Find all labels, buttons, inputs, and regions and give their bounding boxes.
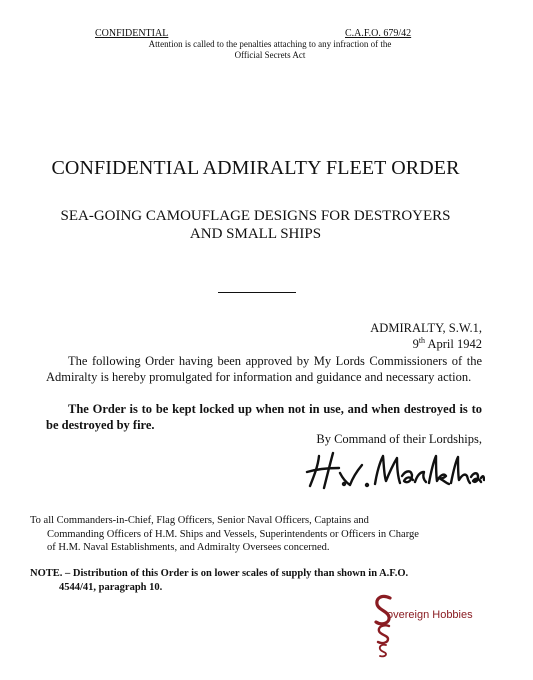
distribution-line-1: To all Commanders-in-Chief, Flag Officers, Senior Naval Officers, Captains and bbox=[30, 515, 369, 526]
title-divider bbox=[218, 292, 296, 293]
logo-wordmark: overeign Hobbies bbox=[387, 609, 473, 621]
document-subtitle bbox=[0, 207, 511, 243]
address-place: ADMIRALTY, S.W.1, bbox=[370, 321, 482, 335]
note-line-2: 4544/41, paragraph 10. bbox=[59, 582, 163, 593]
date-day-suffix: th bbox=[418, 335, 426, 345]
sovereign-hobbies-logo bbox=[370, 592, 500, 658]
address-date bbox=[300, 336, 482, 352]
distribution-note bbox=[30, 567, 500, 595]
document-title: CONFIDENTIAL ADMIRALTY FLEET ORDER bbox=[51, 157, 460, 179]
notice-line-1: Attention is called to the penalties attaching to any infraction of the bbox=[148, 39, 392, 49]
distribution-line-2: Commanding Officers of H.M. Ships and Vessels, Superintendents or Officers in Charge bbox=[47, 528, 419, 540]
note-line-1: NOTE. – Distribution of this Order is on lower scales of supply than shown in A.F.O. bbox=[30, 568, 409, 579]
distribution-line-3: of H.M. Naval Establishments, and Admiralty Oversees concerned. bbox=[47, 542, 330, 553]
distribution-list bbox=[30, 514, 500, 555]
command-line: By Command of their Lordships, bbox=[316, 432, 482, 446]
handwritten-signature bbox=[305, 450, 485, 494]
subtitle-line-1: SEA-GOING CAMOUFLAGE DESIGNS FOR DESTROYERS bbox=[60, 208, 451, 224]
official-secrets-notice bbox=[100, 39, 440, 61]
approval-paragraph: The following Order having been approved by My Lords Commissioners of the Admiralty is hereby promulgated for information and guidance and necessary action. bbox=[46, 354, 482, 384]
order-reference: C.A.F.O. 679/42 bbox=[345, 28, 412, 39]
subtitle-line-2: AND SMALL SHIPS bbox=[189, 226, 322, 242]
date-month-year: April 1942 bbox=[427, 337, 482, 351]
date-day: 9 bbox=[412, 337, 419, 351]
security-instruction: The Order is to be kept locked up when not in use, and when destroyed is to be destroyed by fire. bbox=[46, 402, 482, 432]
address-block bbox=[300, 320, 482, 352]
notice-line-2: Official Secrets Act bbox=[234, 50, 306, 60]
classification-label: CONFIDENTIAL bbox=[95, 28, 169, 39]
